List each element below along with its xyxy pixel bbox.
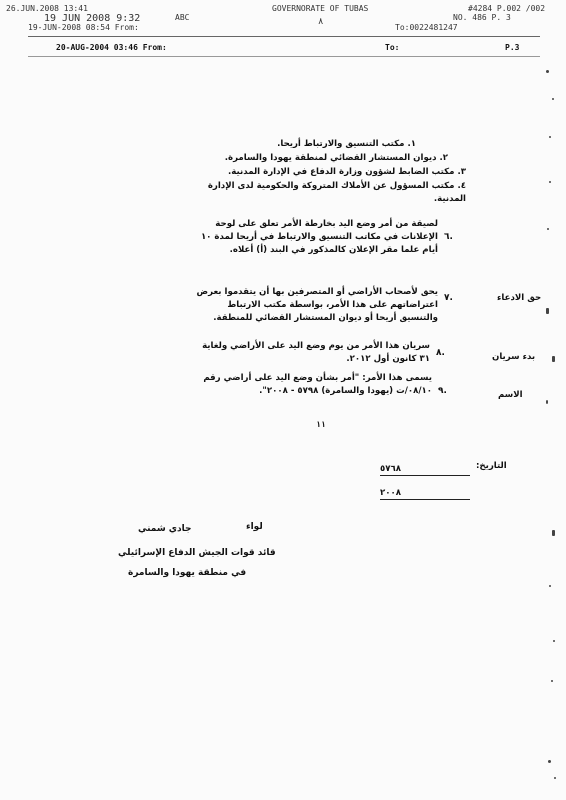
date-value-1: ٥٧٦٨ xyxy=(380,464,401,474)
scan-speck xyxy=(546,308,549,314)
scan-speck xyxy=(552,98,554,100)
scan-speck xyxy=(551,680,553,682)
date-label: التاريخ: xyxy=(476,461,507,471)
fax-recipient-number: To:0022481247 xyxy=(395,23,458,32)
header-divider-2 xyxy=(28,56,540,57)
fax-sender-name: GOVERNORATE OF TUBAS xyxy=(272,4,369,13)
scan-speck xyxy=(549,585,551,587)
date-value-2: ٢٠٠٨ xyxy=(380,488,401,498)
scan-speck xyxy=(547,228,549,230)
item-7-text: يحق لأصحاب الأراضي أو المتصرفين بها أن يتقدموا بعرض اعتراضاتهم على هذا الأمر، بواسطة مكتب الارتباط والتنسيق أريحا أو ديوان المستشار القضائي للمنطقة. xyxy=(196,287,438,323)
date-line-1 xyxy=(380,475,470,476)
fax-timestamp-top: 26.JUN.2008 13:41 xyxy=(6,4,88,13)
signatory-title: قائد قوات الجيش الدفاع الإسرائيلي xyxy=(118,548,276,558)
item-9-number: ٩. xyxy=(438,386,447,396)
center-mark: ٨ xyxy=(318,17,324,27)
item-7-number: ٧. xyxy=(444,293,453,303)
fax-page-number: P.3 xyxy=(505,43,520,52)
scan-speck xyxy=(554,777,556,779)
fax-timestamp-fourth: 20-AUG-2004 03:46 From: xyxy=(56,43,167,52)
scan-speck xyxy=(546,70,549,73)
recipient-4: ٤. مكتب المسؤول عن الأملاك المتروكة والحكومية لدى الإدارة المدنية. xyxy=(207,181,466,204)
signatory-region: في منطقة يهودا والسامرة xyxy=(128,568,247,578)
scan-speck xyxy=(549,181,551,183)
scan-speck xyxy=(549,136,551,138)
signatory-rank: لواء xyxy=(246,522,263,532)
item-6-text: لصيقة من أمر وضع اليد بخارطة الأمر تعلق على لوحة الإعلانات في مكاتب التنسيق والارتباط في أريحا لمدة ١٠ أيام علما مقر الإعلان كالمذكور في البند (أ) أعلاه. xyxy=(200,219,438,255)
fax-number-second: NO. 486 P. 3 xyxy=(453,13,511,22)
fax-to-label: To: xyxy=(385,43,400,52)
fax-timestamp-third: 19-JUN-2008 08:54 From: xyxy=(28,23,139,32)
item-6-number: ٦. xyxy=(444,232,453,242)
recipient-1: ١. مكتب التنسيق والارتباط أريحا. xyxy=(277,139,416,149)
scan-speck xyxy=(552,356,555,362)
item-8-side-label: بدء سريان xyxy=(492,352,536,362)
scan-speck xyxy=(548,760,551,763)
item-8-number: ٨. xyxy=(436,348,445,358)
date-line-2 xyxy=(380,499,470,500)
item-9-text: يسمى هذا الأمر: "أمر بشأن وضع اليد على أراضي رقم ٠٨/١٠/ت (يهودا والسامرة) ٥٧٩٨ - ٢٠٠٨". xyxy=(203,373,432,396)
item-9-side-label: الاسم xyxy=(498,390,523,400)
scan-speck xyxy=(553,640,555,642)
fax-abc-mark: ABC xyxy=(175,13,190,22)
signatory-name: جادي شمني xyxy=(138,524,192,534)
header-divider xyxy=(28,36,540,37)
item-8-text: سريان هذا الأمر من يوم وضع اليد على الأراضي ولغاية ٣١ كانون أول ٢٠١٢. xyxy=(202,341,430,364)
item-7-side-label: حق الادعاء xyxy=(497,293,542,303)
recipient-2: ٢. ديوان المستشار القضائي لمنطقة يهودا والسامرة. xyxy=(224,153,448,163)
scan-speck xyxy=(546,400,548,404)
fax-timestamp-second: 19 JUN 2008 9:32 xyxy=(44,13,141,24)
scan-speck xyxy=(552,530,555,536)
fax-page-counter: #4284 P.002 /002 xyxy=(468,4,546,13)
footer-mark: ١١ xyxy=(316,420,326,429)
recipient-3: ٣. مكتب الضابط لشؤون وزارة الدفاع في الإدارة المدنية. xyxy=(228,167,466,177)
